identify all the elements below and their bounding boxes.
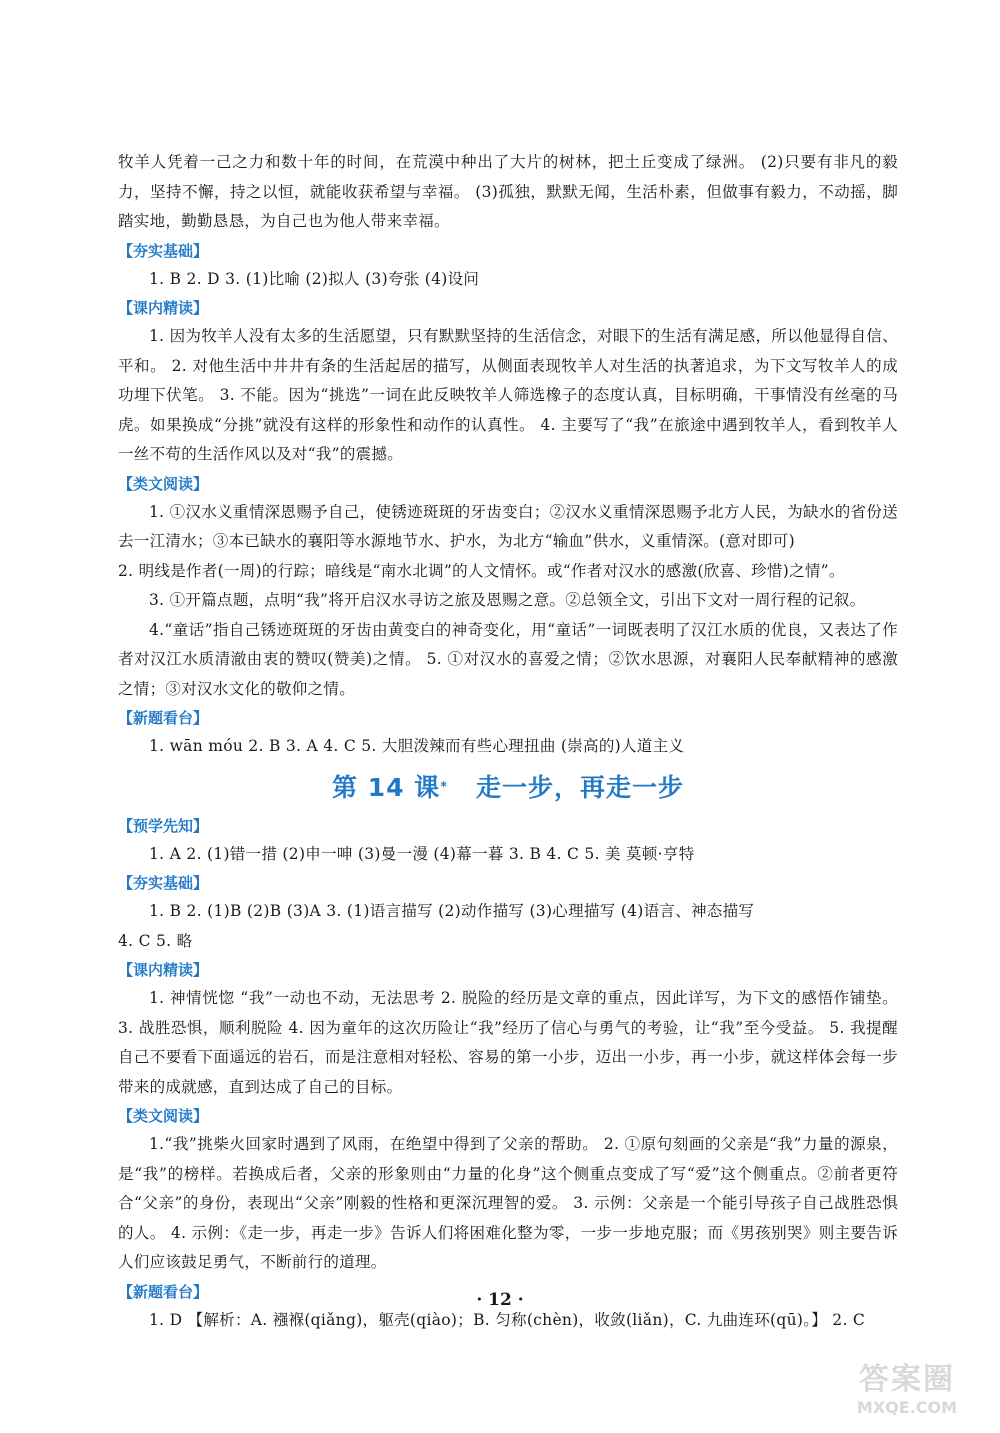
watermark-logo bbox=[832, 1362, 982, 1418]
intro-paragraph: 牧羊人凭着一己之力和数十年的时间，在荒漠中种出了大片的树林，把土丘变成了绿洲。 (2)只要有非凡的毅力，坚持不懈，持之以恒，就能收获希望与幸福。 (3)孤独，默默无闻，生活朴素，但做事有毅力，不动摇，脚踏实地，勤勤恳恳，为自己也为他人带来幸福。 bbox=[118, 153, 898, 230]
answer-xinti-2: 1. D 【解析：A. 襁褓(qiǎng)，躯壳(qiào)；B. 匀称(chèn)，收敛(liǎn)，C. 九曲连环(qū)。】 2. C bbox=[149, 1310, 866, 1329]
page-number: · 12 · bbox=[476, 1290, 524, 1310]
watermark-text: 答案圈 bbox=[859, 1362, 955, 1397]
section-label-hangshi-2: 【夯实基础】 bbox=[118, 874, 209, 892]
lesson-title bbox=[118, 768, 898, 808]
lesson-star-mark: * bbox=[440, 779, 448, 795]
answer-leiwen-2: 2. 明线是作者(一周)的行踪；暗线是“南水北调”的人文情怀。或“作者对汉水的感激(欣喜、珍惜)之情”。 bbox=[118, 561, 845, 580]
section-label-kenei-2: 【课内精读】 bbox=[118, 961, 209, 979]
answer-leiwen-4: 4.“童话”指自己锈迹斑斑的牙齿由黄变白的神奇变化，用“童话”一词既表明了汉江水质的优良，又表达了作者对汉江水质清澈由衷的赞叹(赞美)之情。 5. ①对汉水的喜爱之情；②饮水思源，对襄阳人民奉献精神的感激之情；③对汉水文化的敬仰之情。 bbox=[118, 620, 898, 698]
section-label-leiwen-2: 【类文阅读】 bbox=[118, 1107, 209, 1125]
lesson-name: 走一步，再走一步 bbox=[476, 772, 685, 802]
answer-yuxue: 1. A 2. (1)错一措 (2)申一呻 (3)曼一漫 (4)幕一暮 3. B 4. C 5. 美 莫顿·亨特 bbox=[149, 844, 695, 863]
answer-hangshi-2: 1. B 2. (1)B (2)B (3)A 3. (1)语言描写 (2)动作描写 (3)心理描写 (4)语言、神态描写 bbox=[149, 902, 755, 920]
section-label-xinti-2: 【新题看台】 bbox=[118, 1282, 209, 1301]
answer-xinti: 1. wān móu 2. B 3. A 4. C 5. 大胆泼辣而有些心理扭曲 (崇高的)人道主义 bbox=[149, 737, 685, 755]
section-label-leiwen: 【类文阅读】 bbox=[118, 474, 209, 493]
watermark-url: MXQE.COM bbox=[856, 1398, 958, 1417]
answer-kenei: 1. 因为牧羊人没有太多的生活愿望，只有默默坚持的生活信念，对眼下的生活有满足感，所以他显得自信、平和。 2. 对他生活中井井有条的生活起居的描写，从侧面表现牧羊人对生活的执著追求，为下文写牧羊人的成功埋下伏笔。 3. 不能。因为“挑选”一词在此反映牧羊人筛选橡子的态度认真，目标明确，干事情没有丝毫的马虎。如果换成“分挑”就没有这样的形象性和动作的认真性。 4. 主要写了“我”在旅途中遇到牧羊人，看到牧羊人一丝不苟的生活作风以及对“我”的震撼。 bbox=[118, 327, 898, 463]
section-label-kenei: 【课内精读】 bbox=[118, 299, 209, 317]
answer-hangshi: 1. B 2. D 3. (1)比喻 (2)拟人 (3)夸张 (4)设问 bbox=[149, 269, 480, 288]
lesson-number: 第 14 课 bbox=[331, 772, 441, 802]
answer-leiwen-3: 3. ①开篇点题，点明“我”将开启汉水寻访之旅及恩赐之意。②总领全文，引出下文对一周行程的记叙。 bbox=[149, 591, 866, 609]
answer-leiwen-1: 1. ①汉水义重情深恩赐予自己，使锈迹斑斑的牙齿变白；②汉水义重情深恩赐予北方人民，为缺水的省份送去一江清水；③本已缺水的襄阳等水源地节水、护水，为北方“输血”供水，义重情深。(意对即可) bbox=[118, 502, 898, 550]
answer-leiwen-2-block: 1.“我”挑柴火回家时遇到了风雨，在绝望中得到了父亲的帮助。 2. ①原句刻画的父亲是“我”力量的源泉，是“我”的榜样。若换成后者，父亲的形象则由“力量的化身”这个侧重点变成了写“爱”这个侧重点。②前者更符合“父亲”的身份，表现出“父亲”刚毅的性格和更深沉理智的爱。 3. 示例：父亲是一个能引导孩子自己战胜恐惧的人。 4. 示例：《走一步，再走一步》告诉人们将困难化整为零，一步一步地克服；而《男孩别哭》则主要告诉人们应该鼓足勇气，不断前行的道理。 bbox=[118, 1135, 898, 1271]
answer-kenei-2: 1. 神情恍惚 “我”一动也不动，无法思考 2. 脱险的经历是文章的重点，因此详写，为下文的感悟作铺垫。 3. 战胜恐惧，顺利脱险 4. 因为童年的这次历险让“我”经历了信心与勇气的考验，让“我”至今受益。 5. 我提醒自己不要看下面遥远的岩石，而是注意相对轻松、容易的第一小步，迈出一小步，再一小步，就这样体会每一步带来的成就感，直到达成了自己的目标。 bbox=[118, 989, 898, 1096]
section-label-xinti: 【新题看台】 bbox=[118, 709, 209, 727]
page-content bbox=[118, 148, 898, 1335]
answer-hangshi-2-cont: 4. C 5. 略 bbox=[118, 931, 193, 950]
section-label-hangshi: 【夯实基础】 bbox=[118, 241, 209, 260]
section-label-yuxue: 【预学先知】 bbox=[118, 816, 209, 835]
